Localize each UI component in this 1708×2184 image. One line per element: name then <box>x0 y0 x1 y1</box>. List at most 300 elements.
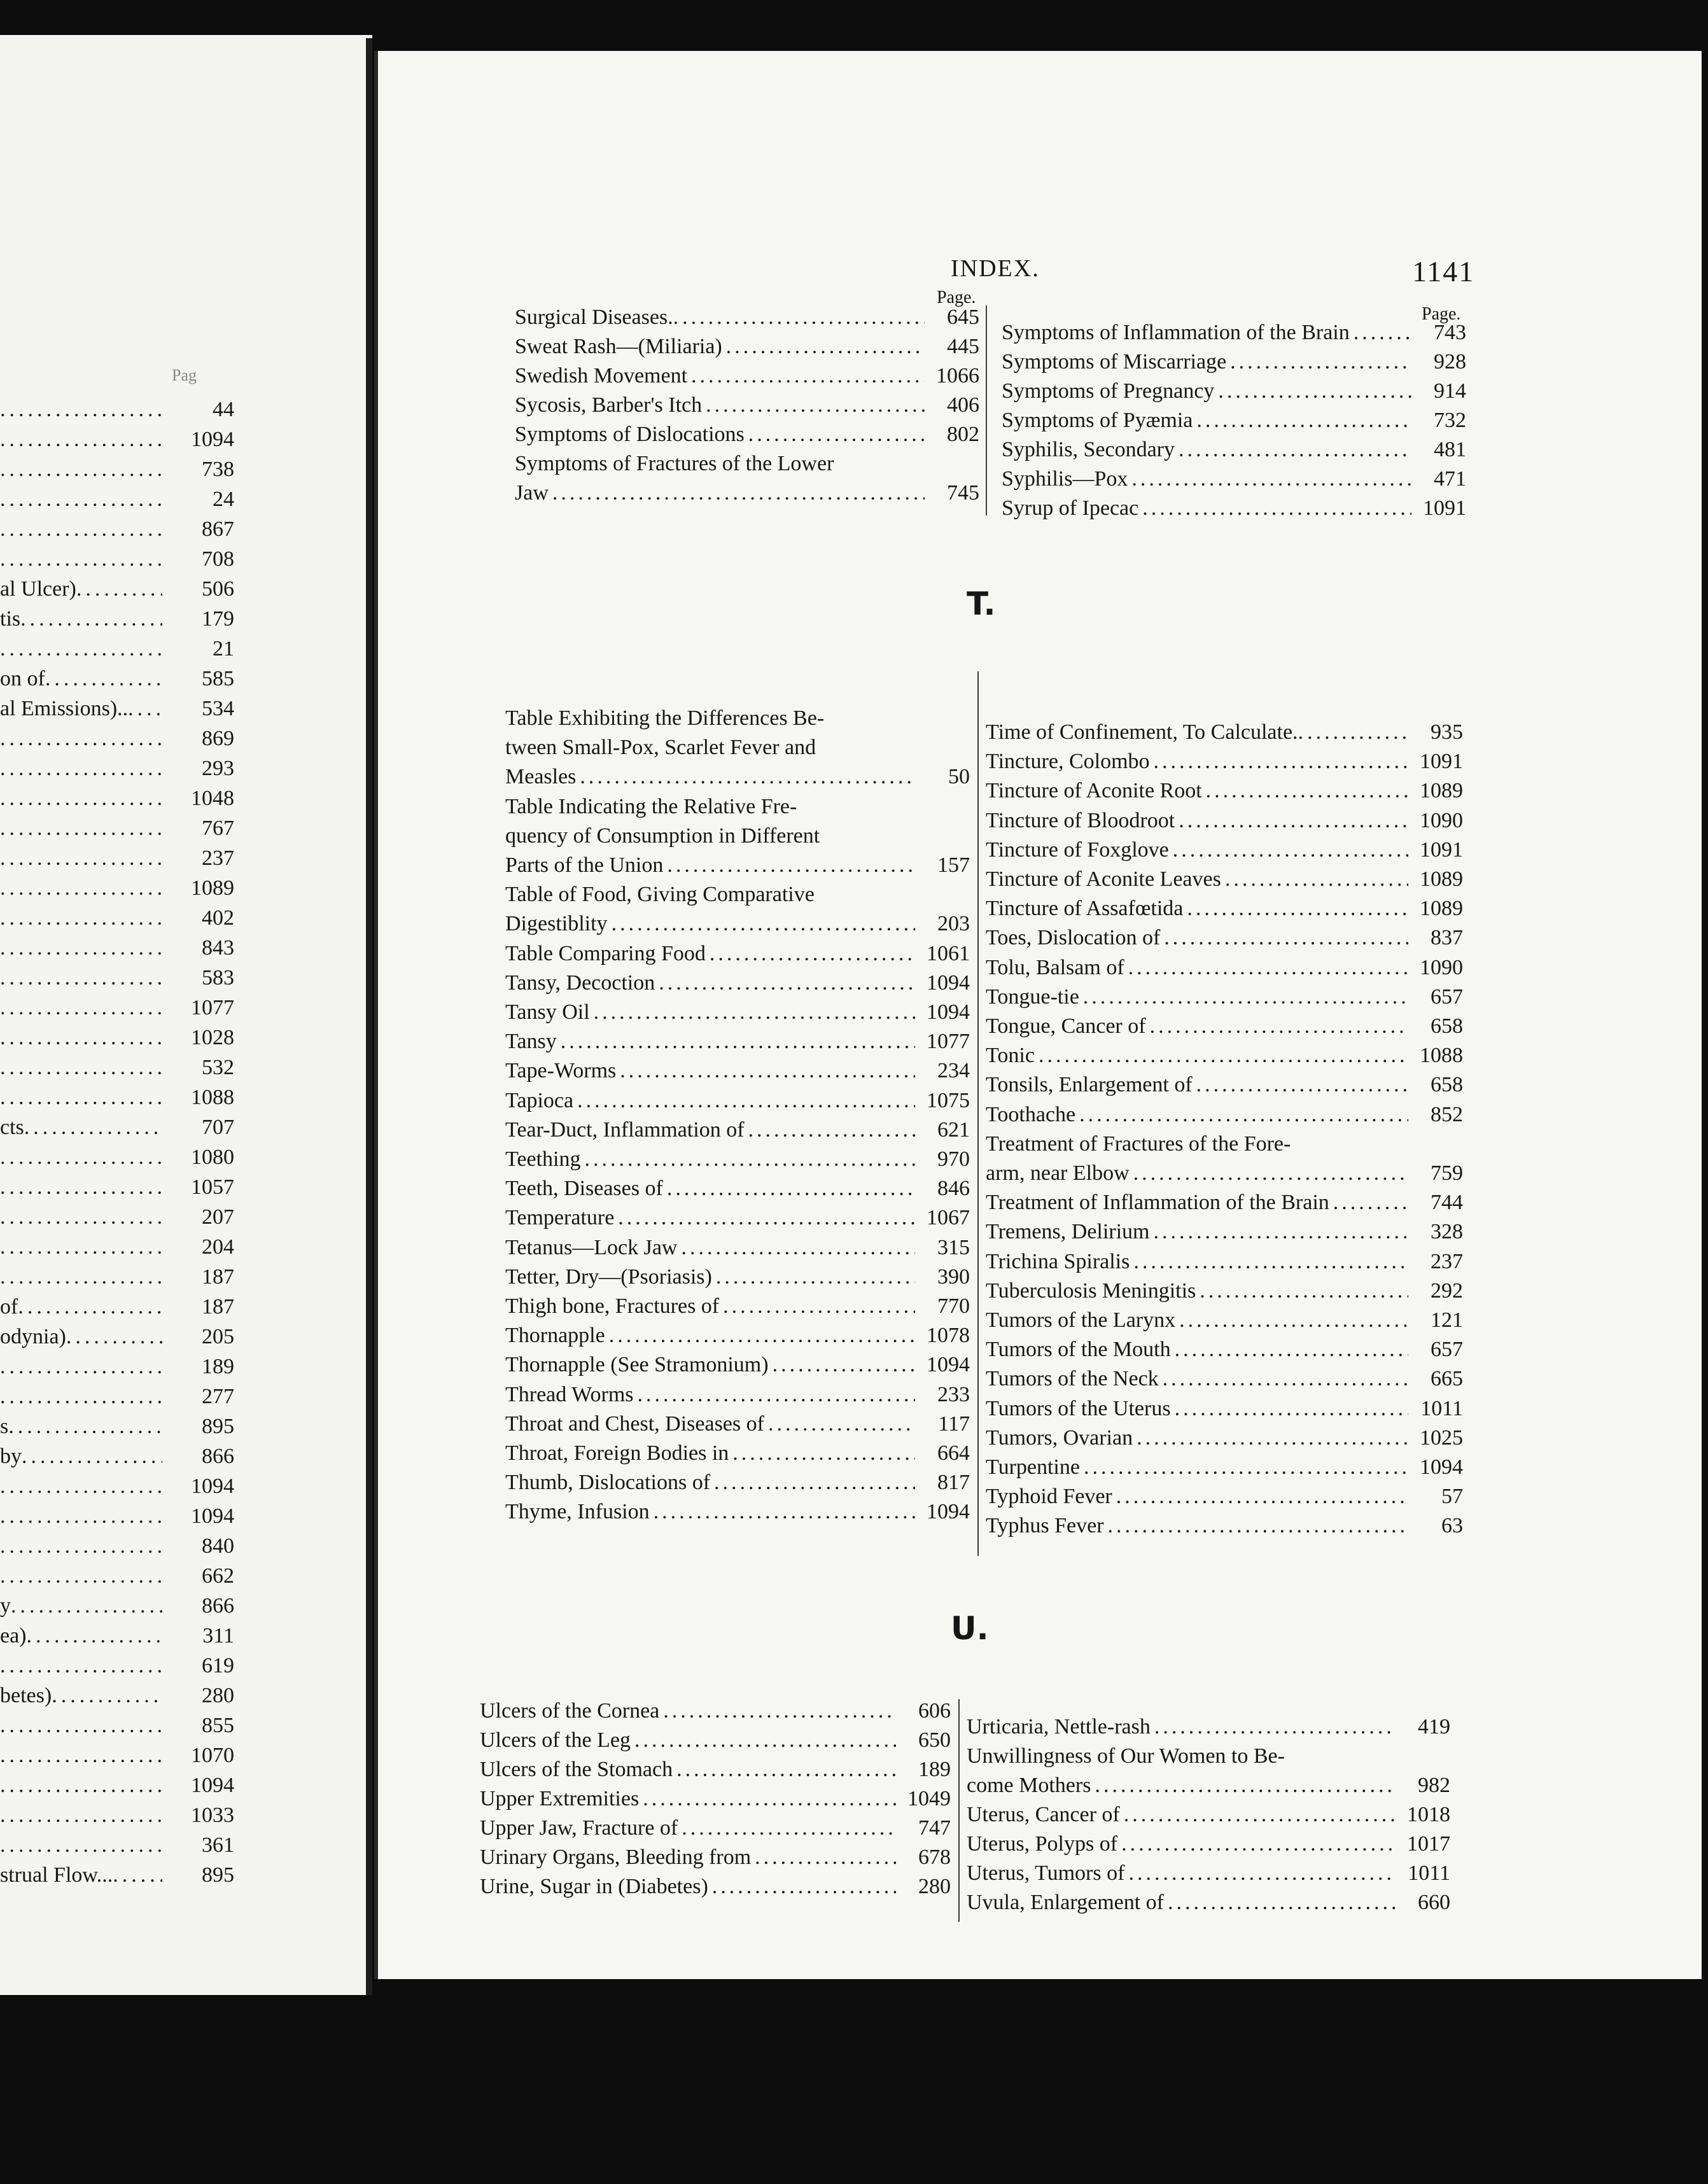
entry-page: 606 <box>918 1699 951 1723</box>
entry-page: 645 <box>947 305 979 329</box>
index-entry <box>480 1816 951 1845</box>
entry-text: betes) <box>0 1684 52 1707</box>
column-divider <box>977 671 979 1556</box>
leader-dots <box>1179 438 1411 462</box>
leader-dots <box>0 906 162 930</box>
entry-text: Urine, Sugar in (Diabetes) <box>480 1875 708 1898</box>
entry-text: Tear-Duct, Inflammation of <box>505 1117 745 1142</box>
leader-dots <box>1133 1250 1408 1274</box>
leader-dots <box>0 398 162 422</box>
entry-text: Jaw <box>515 481 549 505</box>
entry-page: 57 <box>1441 1485 1463 1509</box>
leader-dots <box>710 942 915 966</box>
leader-dots <box>1128 956 1408 980</box>
entry-text: Ulcers of the Leg <box>480 1728 631 1752</box>
index-entry <box>986 720 1463 750</box>
leader-dots <box>712 1875 896 1899</box>
entry-text: Table of Food, Giving Comparative <box>505 883 815 907</box>
left-index-entry <box>0 1863 162 1893</box>
index-entry <box>986 1426 1463 1455</box>
entry-text: Thyme, Infusion <box>505 1500 650 1524</box>
entry-page: 767 <box>202 816 234 840</box>
entry-page: 1089 <box>1420 779 1463 803</box>
entry-page: 1089 <box>1420 867 1463 891</box>
index-entry <box>986 750 1463 779</box>
entry-page: 1049 <box>907 1787 951 1810</box>
entry-text: Tumors of the Neck <box>986 1367 1159 1391</box>
entry-page: 852 <box>1431 1102 1463 1126</box>
index-entry <box>480 1728 951 1758</box>
index-entry <box>1002 379 1466 409</box>
leader-dots <box>45 667 162 691</box>
entry-page: 24 <box>213 487 234 511</box>
entry-text: Uterus, Cancer of <box>967 1803 1120 1826</box>
right-page <box>374 51 1702 1979</box>
index-entry <box>505 1089 970 1118</box>
entry-page: 664 <box>937 1441 970 1465</box>
index-entry <box>967 1715 1450 1744</box>
entry-text: Toes, Dislocation of <box>986 926 1161 950</box>
left-index-entry <box>0 428 162 457</box>
entry-text: Uvula, Enlargement of <box>967 1891 1165 1914</box>
index-entry <box>505 1118 970 1147</box>
leader-dots <box>1142 496 1411 521</box>
index-entry <box>505 1236 970 1265</box>
leader-dots <box>11 1594 162 1618</box>
entry-text: Upper Jaw, Fracture of <box>480 1816 678 1840</box>
entry-page: 1090 <box>1420 955 1463 979</box>
index-entry <box>967 1861 1450 1891</box>
index-entry <box>986 1044 1463 1073</box>
index-entry <box>505 1147 970 1177</box>
entry-page: 759 <box>1431 1161 1463 1185</box>
entry-text: Tincture, Colombo <box>986 750 1150 774</box>
leader-dots <box>773 1353 915 1377</box>
entry-page: 1078 <box>927 1324 970 1348</box>
left-index-entry <box>0 697 162 726</box>
leader-dots <box>0 757 162 781</box>
entry-text: Typhoid Fever <box>986 1485 1112 1509</box>
entry-text: y <box>0 1594 11 1618</box>
left-index-entry <box>0 1026 162 1055</box>
entry-text: by <box>0 1445 22 1468</box>
leader-dots <box>0 1744 162 1768</box>
leader-dots <box>561 1030 915 1054</box>
entry-page: 1094 <box>191 428 234 451</box>
index-entry <box>986 1161 1463 1191</box>
index-entry <box>986 1220 1463 1249</box>
index-entry <box>480 1875 951 1904</box>
left-index-entry <box>0 1445 162 1474</box>
entry-text: al Ulcer) <box>0 577 76 601</box>
entry-page: 867 <box>202 517 234 541</box>
leader-dots <box>1163 1367 1408 1391</box>
index-entry <box>480 1758 951 1787</box>
entry-text: Tincture of Bloodroot <box>986 808 1175 832</box>
entry-page: 662 <box>202 1564 234 1588</box>
left-index-entry <box>0 876 162 906</box>
entry-text: Tumors of the Mouth <box>986 1338 1171 1362</box>
section-heading-t: T. <box>967 585 996 622</box>
entry-text: tis <box>0 607 21 631</box>
left-index-entry <box>0 1385 162 1414</box>
entry-page: 707 <box>202 1116 234 1139</box>
leader-dots <box>643 1787 896 1811</box>
entry-page: 280 <box>918 1875 951 1898</box>
leader-dots <box>0 1474 162 1499</box>
entry-page: 1018 <box>1407 1803 1450 1826</box>
left-index-entry <box>0 1145 162 1175</box>
left-index-entry <box>0 1833 162 1863</box>
index-entry <box>986 867 1463 897</box>
entry-page: 419 <box>1418 1715 1450 1739</box>
entry-text: Table Exhibiting the Differences Be- <box>505 706 825 730</box>
leader-dots <box>1154 1715 1396 1739</box>
leader-dots <box>52 1684 162 1708</box>
entry-text: Swedish Movement <box>515 364 688 388</box>
entry-page: 1094 <box>1420 1455 1463 1479</box>
index-entry <box>505 1206 970 1235</box>
index-entry <box>1002 350 1466 379</box>
leader-dots <box>667 853 915 878</box>
entry-text: Treatment of Fractures of the Fore- <box>986 1131 1291 1156</box>
entry-text: Tongue, Cancer of <box>986 1014 1146 1038</box>
entry-text: Throat, Foreign Bodies in <box>505 1441 729 1465</box>
entry-text: Teeth, Diseases of <box>505 1177 663 1201</box>
index-entry <box>515 364 979 393</box>
entry-page: 817 <box>937 1471 970 1495</box>
entry-text: Unwillingness of Our Women to Be- <box>967 1744 1285 1768</box>
page-column-label: Page. <box>937 288 976 307</box>
entry-page: 982 <box>1418 1774 1450 1797</box>
leader-dots <box>732 1441 915 1466</box>
entry-text: Symptoms of Fractures of the Lower <box>515 452 834 475</box>
column-divider <box>958 1699 960 1922</box>
index-entry <box>967 1891 1450 1920</box>
index-entry <box>1002 321 1466 350</box>
entry-text: Tapioca <box>505 1088 574 1112</box>
entry-text: Tremens, Delirium <box>986 1220 1150 1244</box>
entry-page: 866 <box>202 1445 234 1468</box>
leader-dots <box>584 1147 915 1172</box>
index-entry <box>505 1000 970 1030</box>
entry-page: 1067 <box>927 1206 970 1230</box>
entry-page: 745 <box>947 481 979 505</box>
entry-text: Tincture of Foxglove <box>986 837 1169 862</box>
left-index-entry <box>0 1684 162 1713</box>
entry-page: 665 <box>1431 1367 1463 1391</box>
entry-text: strual Flow... <box>0 1863 113 1887</box>
left-index-entry <box>0 1774 162 1803</box>
leader-dots <box>0 1714 162 1738</box>
entry-page: 1057 <box>191 1175 234 1199</box>
leader-dots <box>0 1564 162 1588</box>
entry-text: Trichina Spiralis <box>986 1249 1130 1273</box>
entry-page: 292 <box>1431 1278 1463 1303</box>
index-entry <box>1002 409 1466 438</box>
entry-page: 732 <box>1434 409 1466 432</box>
leader-dots <box>8 1415 162 1439</box>
entry-page: 1011 <box>1408 1861 1450 1885</box>
entry-page: 846 <box>937 1177 970 1201</box>
leader-dots <box>748 1118 915 1142</box>
entry-page: 361 <box>202 1833 234 1857</box>
index-entry <box>505 706 970 736</box>
entry-page: 743 <box>1434 321 1466 344</box>
entry-text: Symptoms of Inflammation of the Brain <box>1002 321 1350 344</box>
left-index-entry <box>0 1175 162 1205</box>
index-entry <box>986 956 1463 985</box>
page-title: INDEX. <box>951 255 1040 282</box>
entry-text: Table Indicating the Relative Fre- <box>505 794 797 818</box>
leader-dots <box>1124 1803 1396 1827</box>
left-index-entry <box>0 1803 162 1833</box>
index-entry <box>505 912 970 941</box>
left-index-entry <box>0 1116 162 1145</box>
entry-page: 869 <box>202 727 234 750</box>
index-entry <box>505 1383 970 1412</box>
entry-page: 1017 <box>1407 1832 1450 1856</box>
entry-text: Typhus Fever <box>986 1514 1104 1538</box>
entry-page: 657 <box>1431 1338 1463 1362</box>
index-entry <box>505 1471 970 1500</box>
leader-dots <box>726 335 925 359</box>
left-index-entry <box>0 1564 162 1593</box>
entry-text: Ulcers of the Stomach <box>480 1758 673 1781</box>
entry-text: Tansy, Decoction <box>505 970 655 995</box>
entry-page: 840 <box>202 1534 234 1558</box>
leader-dots <box>0 1056 162 1080</box>
index-entry <box>505 824 970 853</box>
left-index-entry <box>0 398 162 427</box>
entry-page: 179 <box>202 607 234 631</box>
left-index-entry <box>0 547 162 577</box>
left-index-entry <box>0 1265 162 1294</box>
entry-page: 203 <box>937 912 970 936</box>
leader-dots <box>1133 1161 1408 1186</box>
entry-text: quency of Consumption in Different <box>505 823 820 848</box>
entry-page: 189 <box>918 1758 951 1781</box>
entry-page: 189 <box>202 1355 234 1378</box>
index-entry <box>967 1774 1450 1803</box>
leader-dots <box>1187 897 1408 921</box>
left-index-entry <box>0 1624 162 1653</box>
leader-dots <box>0 517 162 542</box>
index-entry <box>515 335 979 364</box>
entry-page: 1094 <box>191 1504 234 1528</box>
leader-dots <box>716 1265 915 1289</box>
entry-page: 445 <box>947 335 979 358</box>
entry-page: 234 <box>937 1059 970 1083</box>
leader-dots <box>1154 750 1408 774</box>
index-entry <box>505 1265 970 1294</box>
leader-dots <box>620 1059 915 1083</box>
index-entry <box>515 423 979 452</box>
entry-page: 935 <box>1431 720 1463 744</box>
entry-text: Symptoms of Pregnancy <box>1002 379 1215 403</box>
left-index-entry <box>0 1654 162 1683</box>
index-entry <box>986 1250 1463 1279</box>
index-entry <box>986 926 1463 955</box>
leader-dots <box>1179 809 1408 833</box>
leader-dots <box>682 305 925 330</box>
leader-dots <box>577 1089 915 1113</box>
index-entry <box>505 942 970 971</box>
leader-dots <box>0 1654 162 1678</box>
leader-dots <box>0 1265 162 1289</box>
entry-page: 293 <box>202 757 234 780</box>
leader-dots <box>0 1385 162 1409</box>
leader-dots <box>1196 409 1411 433</box>
entry-text: Upper Extremities <box>480 1787 640 1810</box>
index-entry <box>515 393 979 423</box>
leader-dots <box>682 1816 896 1840</box>
entry-page: 660 <box>1418 1891 1450 1914</box>
index-entry <box>986 1514 1463 1543</box>
entry-page: 204 <box>202 1235 234 1259</box>
index-entry <box>986 838 1463 867</box>
entry-text: Tonsils, Enlargement of <box>986 1073 1193 1097</box>
entry-text: Tumors, Ovarian <box>986 1425 1133 1450</box>
entry-page: 187 <box>202 1265 234 1289</box>
leader-dots <box>667 1177 915 1201</box>
index-entry <box>505 1177 970 1206</box>
entry-page: 895 <box>202 1415 234 1438</box>
entry-page: 50 <box>948 765 970 789</box>
entry-page: 1088 <box>1420 1044 1463 1068</box>
entry-page: 1077 <box>927 1030 970 1054</box>
index-entry <box>505 1353 970 1382</box>
entry-text: Throat and Chest, Diseases of <box>505 1411 764 1436</box>
entry-text: Thread Worms <box>505 1382 634 1406</box>
index-entry <box>986 1397 1463 1426</box>
leader-dots <box>1206 779 1408 803</box>
entry-page: 117 <box>938 1411 970 1436</box>
entry-text: Teething <box>505 1147 581 1171</box>
leader-dots <box>113 1863 162 1887</box>
entry-text: of <box>0 1295 18 1319</box>
left-index-entry <box>0 637 162 666</box>
entry-page: 802 <box>947 423 979 446</box>
entry-page: 471 <box>1434 467 1466 491</box>
index-entry <box>505 1059 970 1088</box>
entry-page: 708 <box>202 547 234 571</box>
entry-page: 1091 <box>1420 837 1463 862</box>
left-index-entry <box>0 1415 162 1444</box>
entry-page: 658 <box>1431 1073 1463 1097</box>
leader-dots <box>594 1000 915 1025</box>
leader-dots <box>723 1294 915 1319</box>
leader-dots <box>0 876 162 900</box>
book-gutter <box>366 38 372 1995</box>
left-index-entry <box>0 1235 162 1264</box>
leader-dots <box>1108 1514 1408 1538</box>
entry-text: Sycosis, Barber's Itch <box>515 393 703 417</box>
entry-page: 44 <box>213 398 234 421</box>
leader-dots <box>1079 1103 1408 1127</box>
leader-dots <box>0 1833 162 1858</box>
leader-dots <box>618 1206 915 1230</box>
entry-page: 1094 <box>927 1000 970 1024</box>
entry-page: 1077 <box>191 996 234 1019</box>
entry-page: 970 <box>937 1147 970 1171</box>
entry-page: 678 <box>918 1845 951 1869</box>
index-entry <box>505 1441 970 1471</box>
entry-page: 233 <box>937 1382 970 1406</box>
leader-dots <box>0 1175 162 1200</box>
leader-dots <box>0 1145 162 1170</box>
leader-dots <box>1039 1044 1408 1068</box>
left-index-entry <box>0 1474 162 1504</box>
entry-page: 658 <box>1431 1014 1463 1038</box>
left-index-entry <box>0 607 162 636</box>
entry-text: Time of Confinement, To Calculate.. <box>986 720 1304 744</box>
section-heading-u: U. <box>951 1610 989 1647</box>
leader-dots <box>1307 720 1408 745</box>
left-index-entry <box>0 787 162 816</box>
index-entry <box>480 1787 951 1816</box>
left-index-entry <box>0 487 162 517</box>
leader-dots <box>1131 467 1411 491</box>
entry-text: Thornapple <box>505 1324 605 1348</box>
leader-dots <box>0 1774 162 1798</box>
entry-text: Syrup of Ipecac <box>1002 496 1139 520</box>
index-entry <box>967 1832 1450 1861</box>
index-entry <box>505 971 970 1000</box>
left-index-entry <box>0 757 162 786</box>
entry-page: 1089 <box>1420 897 1463 921</box>
entry-text: Symptoms of Dislocations <box>515 423 745 446</box>
leader-dots <box>0 996 162 1020</box>
entry-page: 1090 <box>1420 808 1463 832</box>
index-entry <box>986 897 1463 926</box>
leader-dots <box>609 1324 915 1348</box>
leader-dots <box>768 1412 915 1436</box>
entry-page: 237 <box>202 846 234 870</box>
entry-page: 157 <box>937 853 970 877</box>
entry-text: al Emissions).. <box>0 697 129 720</box>
left-page-column-label: Pag <box>172 366 197 384</box>
leader-dots <box>552 481 925 505</box>
entry-text: on of <box>0 667 45 690</box>
entry-text: Thornapple (See Stramonium) <box>505 1353 769 1377</box>
entry-text: Tansy Oil <box>505 1000 590 1024</box>
entry-text: odynia) <box>0 1325 66 1348</box>
entry-page: 534 <box>202 697 234 720</box>
entry-text: Tongue-tie <box>986 984 1079 1009</box>
entry-page: 1075 <box>927 1088 970 1112</box>
entry-text: Tumors of the Larynx <box>986 1308 1176 1332</box>
entry-text: Sweat Rash—(Miliaria) <box>515 335 722 358</box>
leader-dots <box>654 1500 915 1524</box>
entry-page: 585 <box>202 667 234 690</box>
entry-text: Toothache <box>986 1102 1076 1126</box>
left-index-entry <box>0 667 162 696</box>
entry-text: tween Small-Pox, Scarlet Fever and <box>505 736 816 760</box>
entry-text: arm, near Elbow <box>986 1161 1130 1185</box>
entry-page: 650 <box>918 1728 951 1752</box>
left-index-entry <box>0 1295 162 1324</box>
entry-page: 657 <box>1431 984 1463 1009</box>
leader-dots <box>1137 1426 1408 1450</box>
index-entry <box>1002 438 1466 467</box>
leader-dots <box>748 423 925 447</box>
index-entry <box>505 795 970 824</box>
index-entry <box>986 779 1463 808</box>
leader-dots <box>1175 1338 1408 1362</box>
entry-text: Urticaria, Nettle-rash <box>967 1715 1151 1739</box>
leader-dots <box>676 1758 896 1782</box>
